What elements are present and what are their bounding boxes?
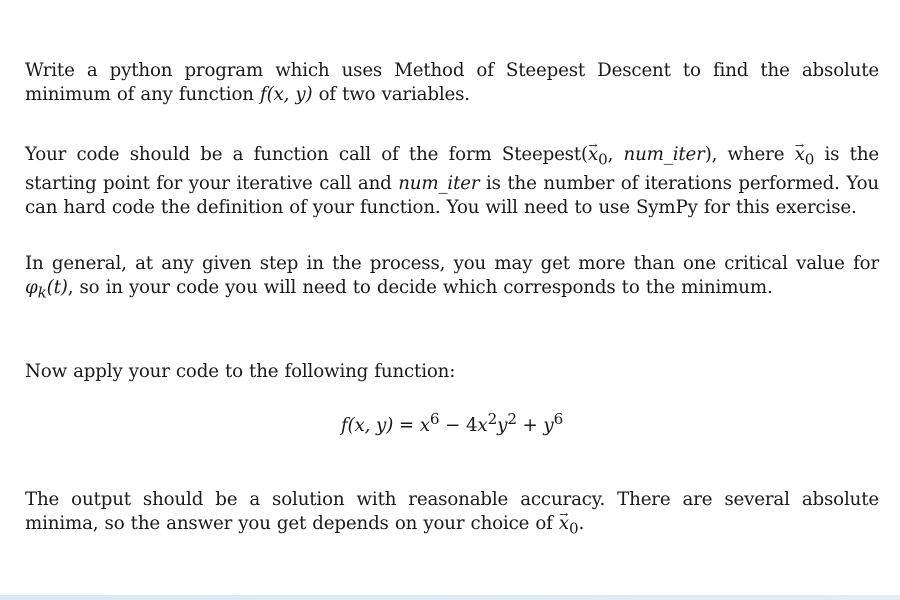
formula-lhs: f(x, y) <box>340 415 394 437</box>
formula-exponent: 2 <box>507 410 517 428</box>
subscript: 0 <box>569 519 579 538</box>
num-iter-math: num_iter <box>623 144 705 165</box>
formula-exponent: 2 <box>487 410 498 428</box>
formula-equals: = <box>393 415 420 437</box>
task-text-start: Write a python program which uses Method of Steepest Descent to find the absolute minimum of any function <box>25 60 879 105</box>
phi-subscript: k <box>37 283 47 302</box>
paragraph-output <box>25 488 879 541</box>
output-text-end: . <box>578 512 585 534</box>
formula-exponent: 6 <box>429 410 440 428</box>
critical-text-start: In general, at any given step in the process, you may get more than one critical value for <box>25 253 879 274</box>
phi-symbol: φ <box>25 276 38 298</box>
vector-x: → x <box>795 143 805 167</box>
paragraph-function-call <box>25 143 879 219</box>
num-iter-math: num_iter <box>398 173 480 195</box>
vector-x: → x <box>559 512 569 536</box>
document-page <box>25 0 879 600</box>
task-text-end: of two variables. <box>312 83 470 105</box>
formula-exponent: 6 <box>553 410 564 428</box>
paragraph-task <box>25 59 879 106</box>
formula-var: x <box>477 415 488 437</box>
function-formula <box>25 407 879 438</box>
vector-x: → x <box>588 143 598 167</box>
call-text-start: Your code should be a function call of the form Steepest( <box>25 144 588 165</box>
critical-text-end: , so in your code you will need to decide which corresponds to the minimum. <box>67 276 773 298</box>
subscript: 0 <box>598 150 608 169</box>
apply-text: Now apply your code to the following function: <box>25 361 456 382</box>
call-text-where: ), where <box>704 144 795 165</box>
subscript: 0 <box>804 150 815 169</box>
bottom-edge <box>0 595 900 600</box>
call-text-starting-point: is the starting point for your iterative call and <box>25 144 879 195</box>
formula-var: y <box>543 415 554 437</box>
phi-argument: (t) <box>46 276 68 298</box>
call-text-end: is the number of iterations performed. You can hard code the definition of your function. You will need to use SymPy for this exercise. <box>25 173 879 218</box>
function-math: f(x, y) <box>259 83 313 105</box>
formula-var: y <box>497 415 508 437</box>
output-text-start: The output should be a solution with reasonable accuracy. There are several absolute minima, so the answer you get depends on your choice of <box>25 489 879 534</box>
paragraph-critical-values <box>25 252 879 305</box>
comma: , <box>607 144 624 165</box>
formula-minus: − 4 <box>439 415 478 437</box>
paragraph-apply <box>25 360 879 384</box>
formula-var: x <box>419 415 430 437</box>
formula-plus: + <box>516 415 544 437</box>
